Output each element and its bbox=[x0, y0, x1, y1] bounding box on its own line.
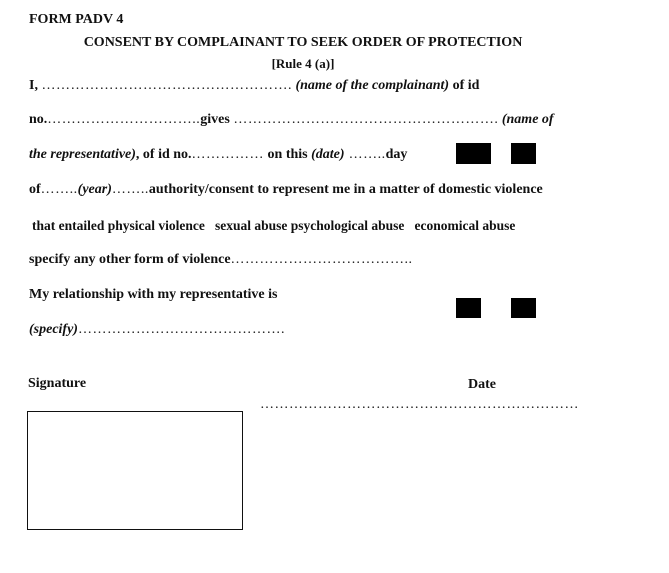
date-label: Date bbox=[468, 377, 496, 392]
line-year-authority bbox=[29, 182, 543, 198]
redaction-block bbox=[511, 298, 536, 318]
relationship-blank[interactable]: ……………………………………. bbox=[77, 322, 285, 337]
redaction-block bbox=[456, 143, 491, 164]
text-day: day bbox=[385, 147, 408, 162]
text-name-of: (name of bbox=[498, 112, 554, 127]
text-name-complainant: (name of the complainant) bbox=[291, 78, 450, 93]
year-blank-left[interactable]: …….. bbox=[40, 182, 78, 197]
text-the-representative: the representative) bbox=[29, 147, 136, 162]
complainant-name-blank[interactable]: ……………………………………………. bbox=[41, 78, 292, 93]
text-of-id: of id bbox=[449, 78, 480, 93]
text-specify-other: specify any other form of violence bbox=[29, 252, 231, 267]
text-authority-consent: authority/consent to represent me in a matter of domestic violence bbox=[148, 182, 543, 197]
line-complainant bbox=[29, 78, 479, 94]
complainant-id-blank[interactable]: ………………………….. bbox=[47, 112, 201, 127]
text-gives: gives bbox=[200, 112, 234, 127]
rule-reference: [Rule 4 (a)] bbox=[271, 56, 335, 71]
text-specify: (specify) bbox=[29, 322, 78, 337]
line-id-gives bbox=[29, 112, 554, 128]
text-year: (year) bbox=[77, 182, 112, 197]
representative-id-blank[interactable]: …………… bbox=[191, 147, 265, 162]
signature-box[interactable] bbox=[27, 411, 243, 530]
text-of: of bbox=[29, 182, 41, 197]
other-violence-blank[interactable]: ……………………………….. bbox=[230, 252, 413, 267]
signature-label: Signature bbox=[28, 376, 87, 391]
violence-types: that entailed physical violence sexual abuse psychological abuse economical abuse bbox=[32, 218, 516, 233]
date-line[interactable]: ………………………………………………………… bbox=[260, 397, 579, 412]
form-title: CONSENT BY COMPLAINANT TO SEEK ORDER OF PROTECTION bbox=[83, 35, 523, 50]
text-of-id-no: , of id no. bbox=[135, 147, 192, 162]
relationship-label: My relationship with my representative is bbox=[29, 287, 278, 302]
year-blank-right[interactable]: …….. bbox=[111, 182, 149, 197]
text-on-this: on this bbox=[264, 147, 312, 162]
date-blank[interactable]: …….. bbox=[344, 147, 386, 162]
redaction-block bbox=[456, 298, 481, 318]
form-id: FORM PADV 4 bbox=[29, 12, 124, 27]
text-date: (date) bbox=[311, 147, 345, 162]
representative-name-blank[interactable]: ………………………………………………. bbox=[233, 112, 499, 127]
line-other-violence bbox=[29, 252, 413, 268]
line-specify bbox=[29, 322, 285, 338]
line-representative bbox=[29, 147, 407, 163]
redaction-block bbox=[511, 143, 536, 164]
text-no: no. bbox=[29, 112, 48, 127]
text-i: I, bbox=[29, 78, 42, 93]
